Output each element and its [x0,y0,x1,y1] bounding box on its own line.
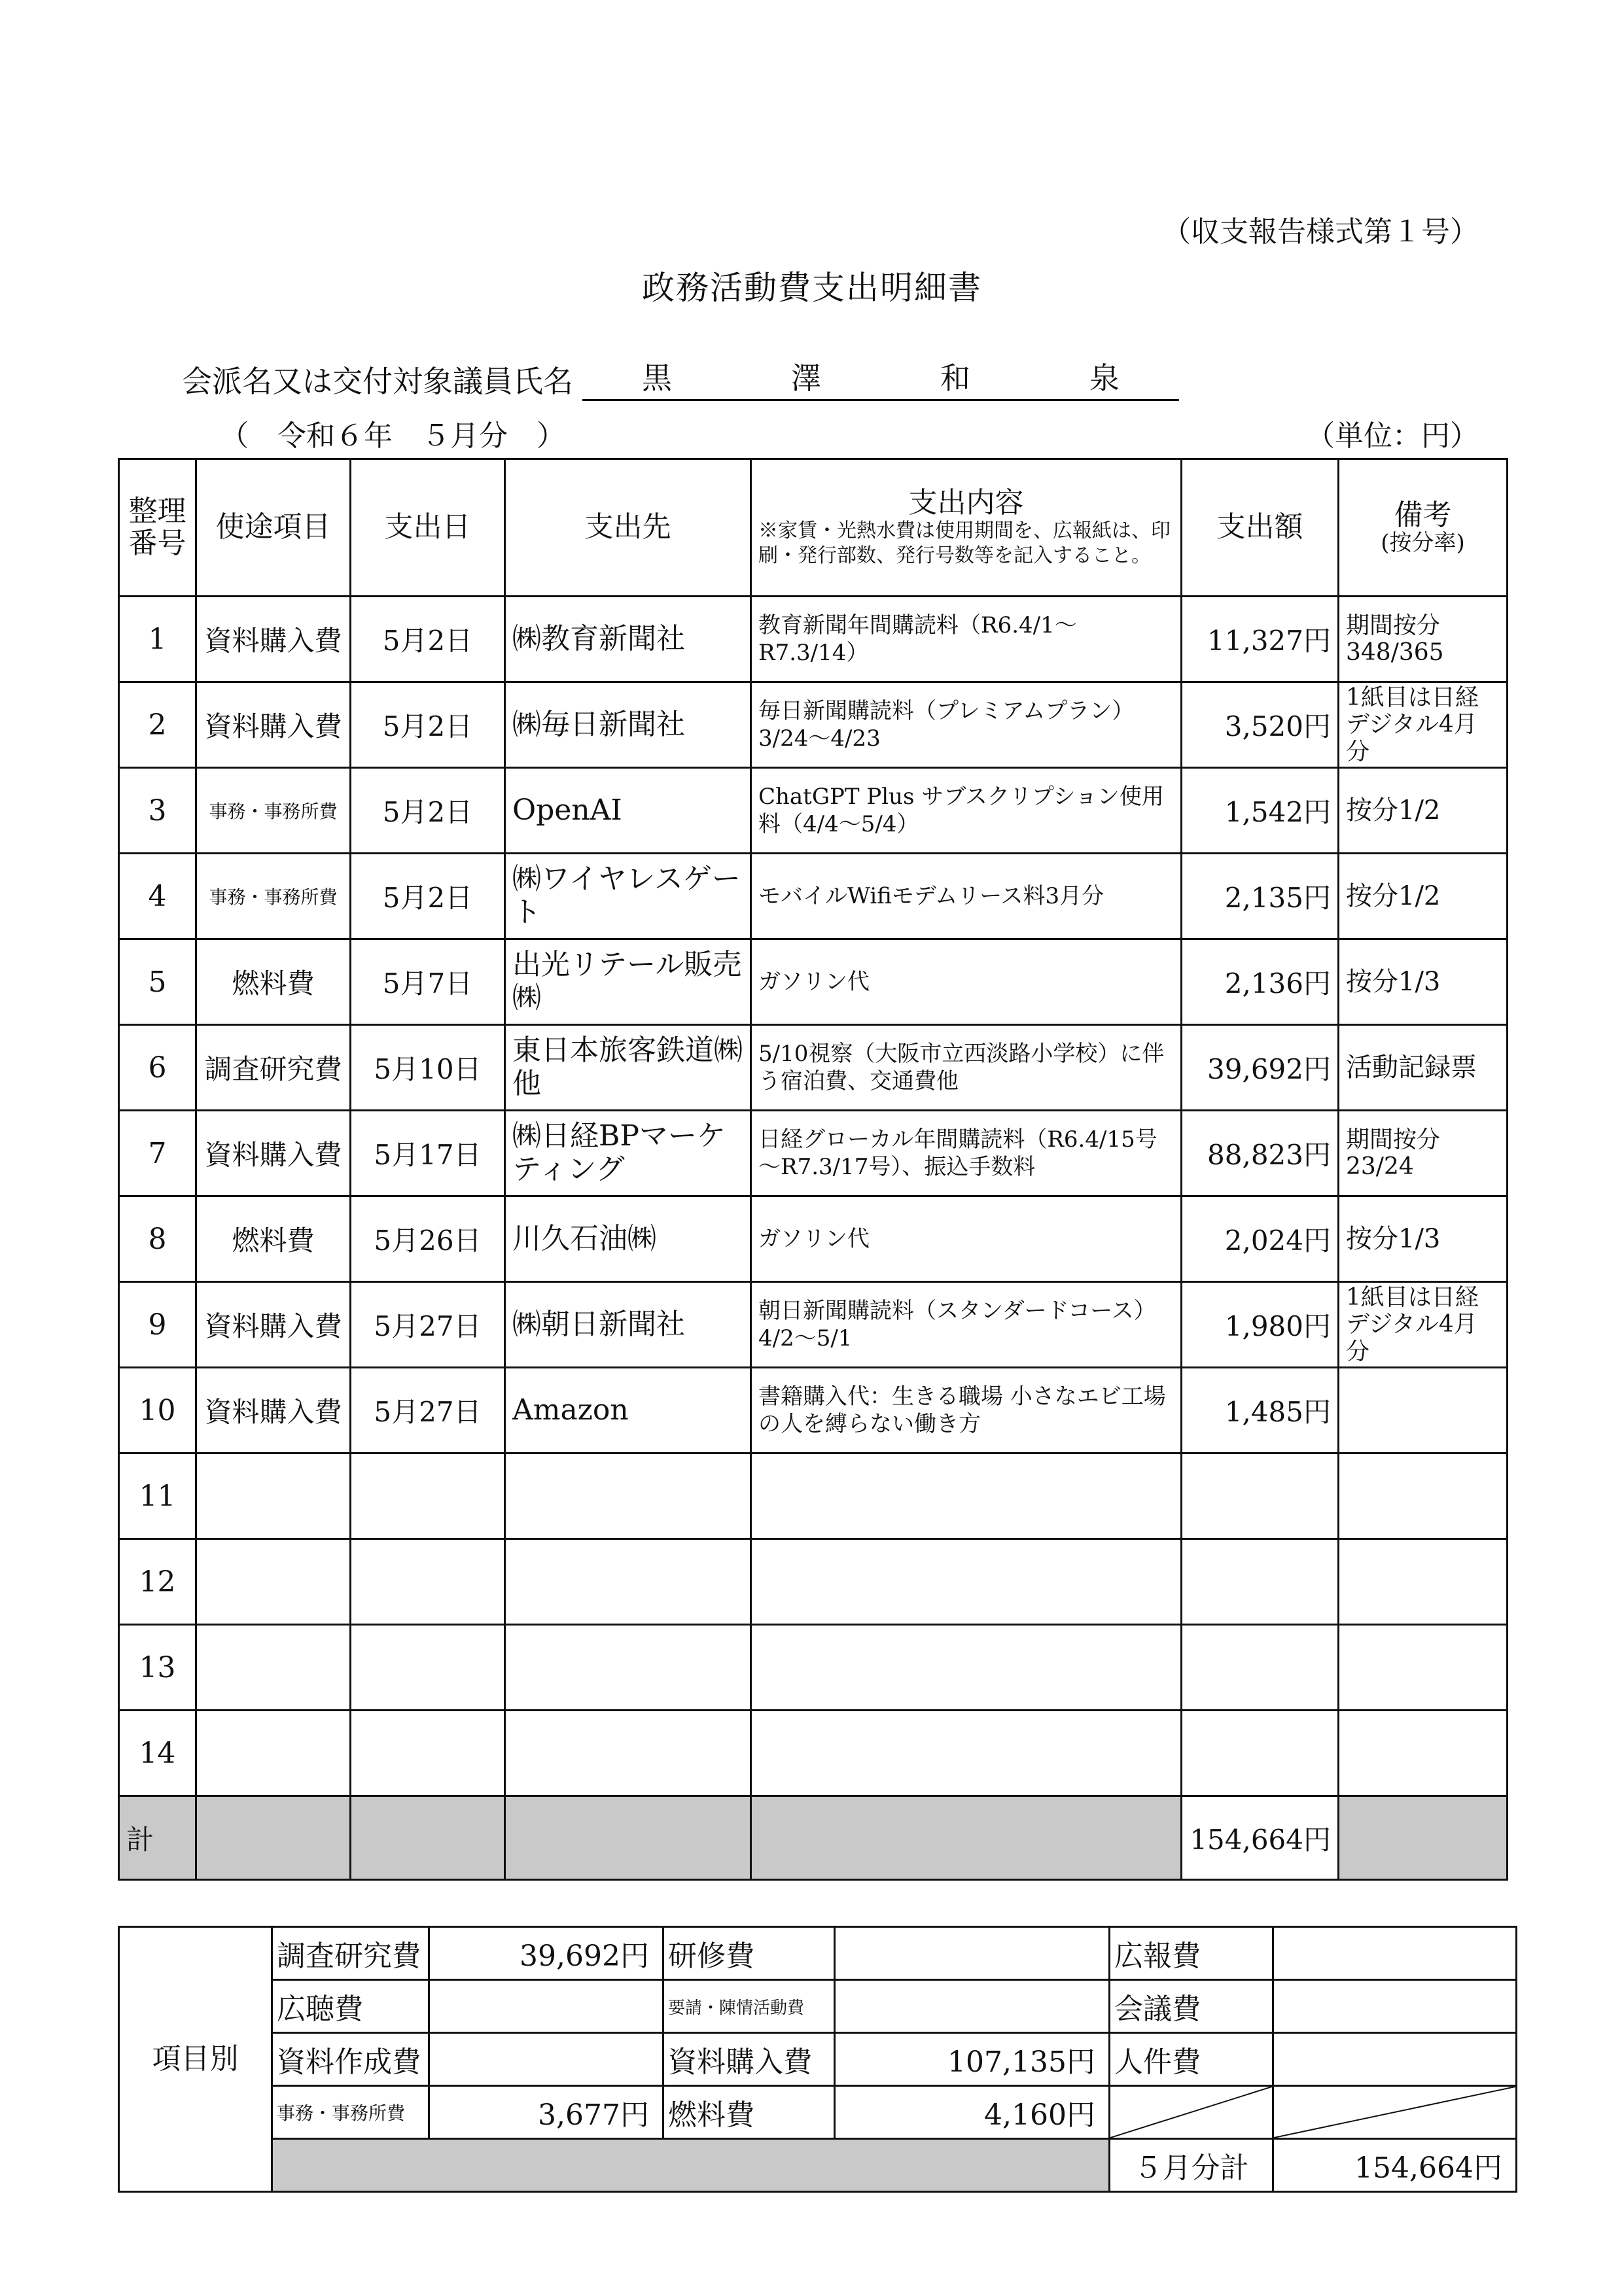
row-number: 13 [119,1625,196,1711]
row-amount: 1,542円 [1182,768,1339,854]
header-payee: 支出先 [505,459,751,597]
category-summary-table [118,1926,1517,2193]
row-payee: OpenAI [505,768,751,854]
total-amount: 154,664円 [1182,1796,1339,1880]
header-num: 整理番号 [119,459,196,597]
row-remarks: 按分1/2 [1339,854,1508,939]
row-purpose: 燃料費 [196,939,351,1025]
row-number: 2 [119,682,196,768]
row-content: ガソリン代 [751,939,1182,1025]
table-row [119,1025,1508,1111]
member-row [182,355,1179,401]
row-content: 朝日新聞購読料（スタンダードコース） 4/2～5/1 [751,1282,1182,1368]
summary-label-research: 調査研究費 [272,1927,429,1980]
summary-label-materials-purchase: 資料購入費 [663,2033,835,2086]
summary-label-petition: 要請・陳情活動費 [663,1980,835,2033]
total-label: 計 [119,1796,196,1880]
row-content: ガソリン代 [751,1196,1182,1282]
row-date: 5月17日 [351,1111,505,1196]
row-date: 5月7日 [351,939,505,1025]
row-purpose: 資料購入費 [196,1111,351,1196]
table-row [119,1111,1508,1196]
row-number: 14 [119,1711,196,1796]
category-label: 項目別 [119,1927,272,2192]
header-content-note: ※家賃・光熱水費は使用期間を、広報紙は、印刷・発行部数、発行号数等を記入すること。 [758,519,1171,567]
summary-total-row [119,2139,1517,2192]
table-row [119,597,1508,682]
row-remarks [1339,1711,1508,1796]
row-number: 12 [119,1539,196,1625]
row-content [751,1711,1182,1796]
row-amount: 88,823円 [1182,1111,1339,1196]
row-content: 日経グローカル年間購読料（R6.4/15号～R7.3/17号）、振込手数料 [751,1111,1182,1196]
row-payee: ㈱毎日新聞社 [505,682,751,768]
row-amount: 1,980円 [1182,1282,1339,1368]
row-date: 5月2日 [351,597,505,682]
header-remarks-sub: (按分率) [1381,530,1465,556]
row-payee: Amazon [505,1368,751,1453]
member-name-char: 黒 [642,360,672,396]
row-amount: 3,520円 [1182,682,1339,768]
row-remarks: 期間按分348/365 [1339,597,1508,682]
table-row [119,768,1508,854]
row-number: 11 [119,1453,196,1539]
document-title: 政務活動費支出明細書 [642,269,982,307]
summary-amount-office: 3,677円 [429,2086,663,2139]
summary-amount-fuel: 4,160円 [835,2086,1110,2139]
row-date: 5月27日 [351,1368,505,1453]
row-payee: ㈱朝日新聞社 [505,1282,751,1368]
row-number: 7 [119,1111,196,1196]
member-name [582,355,1179,401]
row-purpose: 資料購入費 [196,597,351,682]
summary-amount-pr [1273,1927,1517,1980]
summary-row [119,2033,1517,2086]
header-remarks [1339,459,1508,597]
row-content [751,1625,1182,1711]
row-content: 毎日新聞購読料（プレミアムプラン）3/24～4/23 [751,682,1182,768]
row-remarks: 1紙目は日経デジタル4月分 [1339,682,1508,768]
total-blank [351,1796,505,1880]
total-blank [1339,1796,1508,1880]
summary-amount-personnel [1273,2033,1517,2086]
row-purpose: 燃料費 [196,1196,351,1282]
row-number: 4 [119,854,196,939]
row-payee [505,1453,751,1539]
row-remarks [1339,1368,1508,1453]
row-purpose: 資料購入費 [196,1282,351,1368]
table-row [119,1196,1508,1282]
row-number: 3 [119,768,196,854]
total-blank [505,1796,751,1880]
row-content: 教育新聞年間購読料（R6.4/1～R7.3/14） [751,597,1182,682]
crossed-out-cell [1110,2086,1273,2139]
row-amount: 2,024円 [1182,1196,1339,1282]
row-number: 5 [119,939,196,1025]
row-remarks: 1紙目は日経デジタル4月分 [1339,1282,1508,1368]
header-content-title: 支出内容 [908,485,1024,519]
row-amount: 2,136円 [1182,939,1339,1025]
table-row [119,1282,1508,1368]
row-date [351,1625,505,1711]
row-amount [1182,1453,1339,1539]
row-content: 5/10視察（大阪市立西淡路小学校）に伴う宿泊費、交通費他 [751,1025,1182,1111]
summary-amount-hearing [429,1980,663,2033]
row-purpose [196,1711,351,1796]
row-payee: 出光リテール販売㈱ [505,939,751,1025]
summary-label-hearing: 広聴費 [272,1980,429,2033]
form-number: （収支報告様式第１号） [1162,215,1479,249]
row-purpose: 資料購入費 [196,1368,351,1453]
row-date: 5月2日 [351,854,505,939]
summary-amount-materials-creation [429,2033,663,2086]
row-remarks: 按分1/3 [1339,1196,1508,1282]
row-remarks: 活動記録票 [1339,1025,1508,1111]
row-payee [505,1539,751,1625]
month-total-label: ５月分計 [1110,2139,1273,2192]
row-date [351,1711,505,1796]
month-total-amount: 154,664円 [1273,2139,1517,2192]
member-name-char: 澤 [791,360,821,396]
row-payee: ㈱教育新聞社 [505,597,751,682]
total-blank [751,1796,1182,1880]
row-amount: 1,485円 [1182,1368,1339,1453]
row-payee: ㈱ワイヤレスゲート [505,854,751,939]
header-purpose: 使途項目 [196,459,351,597]
row-amount [1182,1539,1339,1625]
row-payee: ㈱日経BPマーケティング [505,1111,751,1196]
expense-table [118,458,1508,1881]
summary-row [119,1980,1517,2033]
header-amount: 支出額 [1182,459,1339,597]
row-payee: 川久石油㈱ [505,1196,751,1282]
summary-label-materials-creation: 資料作成費 [272,2033,429,2086]
summary-amount-materials-purchase: 107,135円 [835,2033,1110,2086]
row-content: モバイルWifiモデムリース料3月分 [751,854,1182,939]
row-amount [1182,1711,1339,1796]
table-row [119,1539,1508,1625]
summary-label-office: 事務・事務所費 [272,2086,429,2139]
member-name-char: 泉 [1089,360,1120,396]
row-date: 5月10日 [351,1025,505,1111]
row-amount [1182,1625,1339,1711]
row-remarks: 按分1/2 [1339,768,1508,854]
header-date: 支出日 [351,459,505,597]
table-row [119,682,1508,768]
row-payee: 東日本旅客鉄道㈱他 [505,1025,751,1111]
header-content [751,459,1182,597]
table-row [119,854,1508,939]
row-date: 5月26日 [351,1196,505,1282]
row-purpose: 調査研究費 [196,1025,351,1111]
row-number: 8 [119,1196,196,1282]
period: （ 令和６年 ５月分 ） [220,419,565,453]
row-amount: 39,692円 [1182,1025,1339,1111]
unit-label: （単位：円） [1306,419,1479,453]
header-row [119,459,1508,597]
total-blank [196,1796,351,1880]
table-row [119,939,1508,1025]
table-row [119,1368,1508,1453]
header-remarks-title: 備考 [1394,498,1452,532]
row-purpose [196,1539,351,1625]
summary-amount-research: 39,692円 [429,1927,663,1980]
row-payee [505,1625,751,1711]
summary-label-pr: 広報費 [1110,1927,1273,1980]
row-content [751,1539,1182,1625]
row-payee [505,1711,751,1796]
crossed-out-cell [1273,2086,1517,2139]
table-row [119,1711,1508,1796]
row-content [751,1453,1182,1539]
row-date: 5月2日 [351,768,505,854]
row-amount: 11,327円 [1182,597,1339,682]
row-purpose: 事務・事務所費 [196,768,351,854]
row-purpose [196,1625,351,1711]
summary-label-fuel: 燃料費 [663,2086,835,2139]
summary-row [119,1927,1517,1980]
row-purpose: 資料購入費 [196,682,351,768]
row-date: 5月27日 [351,1282,505,1368]
table-row [119,1625,1508,1711]
summary-label-personnel: 人件費 [1110,2033,1273,2086]
row-date [351,1453,505,1539]
summary-gray-area [272,2139,1110,2192]
summary-amount-petition [835,1980,1110,2033]
row-number: 10 [119,1368,196,1453]
table-row [119,1453,1508,1539]
row-content: ChatGPT Plus サブスクリプション使用料（4/4～5/4） [751,768,1182,854]
row-remarks: 按分1/3 [1339,939,1508,1025]
summary-row [119,2086,1517,2139]
summary-amount-training [835,1927,1110,1980]
row-date [351,1539,505,1625]
row-amount: 2,135円 [1182,854,1339,939]
row-number: 1 [119,597,196,682]
row-date: 5月2日 [351,682,505,768]
row-remarks [1339,1539,1508,1625]
total-row [119,1796,1508,1880]
row-purpose [196,1453,351,1539]
row-number: 6 [119,1025,196,1111]
row-number: 9 [119,1282,196,1368]
row-content: 書籍購入代：生きる職場 小さなエビ工場の人を縛らない働き方 [751,1368,1182,1453]
row-remarks: 期間按分23/24 [1339,1111,1508,1196]
row-purpose: 事務・事務所費 [196,854,351,939]
summary-amount-meeting [1273,1980,1517,2033]
member-label: 会派名又は交付対象議員氏名 [182,364,573,399]
row-remarks [1339,1453,1508,1539]
summary-label-meeting: 会議費 [1110,1980,1273,2033]
summary-label-training: 研修費 [663,1927,835,1980]
row-remarks [1339,1625,1508,1711]
member-name-char: 和 [940,360,970,396]
